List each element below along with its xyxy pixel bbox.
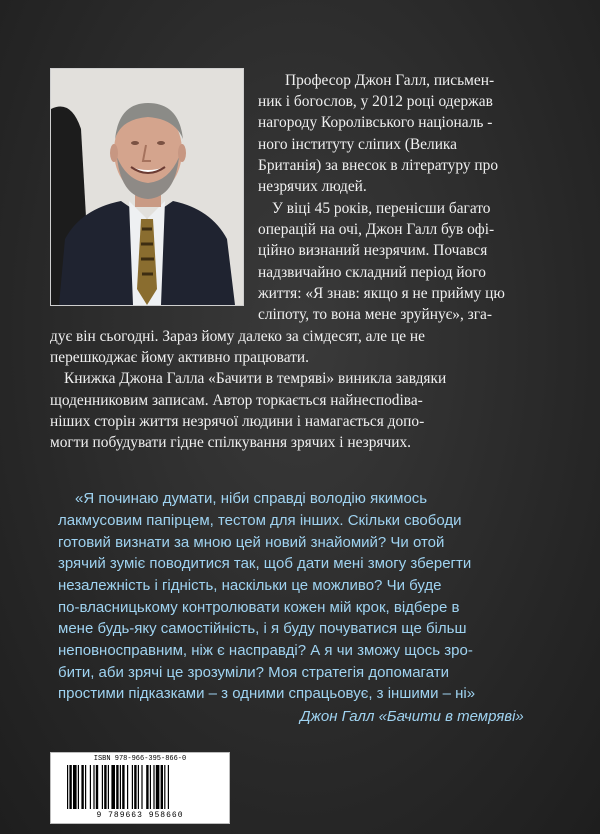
quote-line: по-власницькому контролювати кожен мій крок, відбере в: [58, 599, 460, 616]
bio-line: ніших сторін життя незрячої людини і намагається допо-: [50, 413, 425, 430]
quote-line: готовий визнати за мною цей новий знайомий? Чи отой: [58, 534, 445, 551]
bio-line: щоденниковим записам. Автор торкається найнеспodiва-: [50, 392, 423, 409]
bio-line: могти побудувати гідне спілкування зрячих і незрячих.: [50, 434, 412, 451]
quote-line: простими підказками – з одними спрацьовує, з іншими – ні»: [58, 685, 476, 702]
bio-line: Книжка Джона Галла «Бачити в темряві» виникла завдяки: [64, 370, 447, 387]
bio-line: У віці 45 років, перенісши багато: [272, 200, 491, 217]
bio-line: надзвичайно складний період його: [258, 264, 486, 281]
bio-line: Професор Джон Галл, письмен-: [285, 72, 495, 89]
barcode-label: [50, 752, 230, 824]
bio-line: Британія) за внесок в літературу про: [258, 157, 499, 174]
bio-line: сліпоту, то вона мене зруйнує», зга-: [258, 306, 492, 323]
bio-line: ник і богослов, у 2012 році одержав: [258, 93, 493, 110]
quote-line: мене будь-яку самостійність, і я буду почуватися ще більш: [58, 620, 467, 637]
quote-attribution: Джон Галл «Бачити в темряві»: [300, 708, 524, 725]
bio-line: нагороду Королівського національ -: [258, 114, 493, 131]
bio-line: ційно визнаний незрячим. Почався: [258, 242, 488, 259]
bio-line: життя: «Я знав: якщо я не прийму цю: [258, 285, 505, 302]
quote-line: неповносправним, ніж є насправді? А я чи зможу щось зро-: [58, 642, 473, 659]
quote-line: «Я починаю думати, ніби справді володію якимось: [75, 490, 428, 507]
bio-line: операцій на очі, Джон Галл був офі-: [258, 221, 495, 238]
isbn-text: ISBN 978-966-395-866-0: [93, 755, 187, 763]
quote-line: незалежність і гідність, наскільки це можливо? Чи буде: [58, 577, 442, 594]
author-biography: [0, 70, 600, 470]
bio-line: незрячих людей.: [258, 178, 367, 195]
barcode-icon: [65, 765, 215, 811]
bio-line: ного інституту сліпих (Велика: [258, 136, 458, 153]
bio-line: перешкоджає йому активно працювати.: [50, 349, 309, 366]
barcode-number: 9 789663 958660: [96, 811, 184, 820]
quote-line: лакмусовим папірцем, тестом для інших. Скільки свободи: [58, 512, 462, 529]
quote-line: бити, аби зрячі це зрозуміли? Моя стратегія допомагати: [58, 664, 449, 681]
book-quote: [0, 488, 600, 748]
bio-line: дує він сьогодні. Зараз йому далеко за сімдесят, але це не: [50, 328, 425, 345]
quote-line: зрячий зуміє поводитися так, щоб дати мені змогу зберегти: [58, 555, 472, 572]
